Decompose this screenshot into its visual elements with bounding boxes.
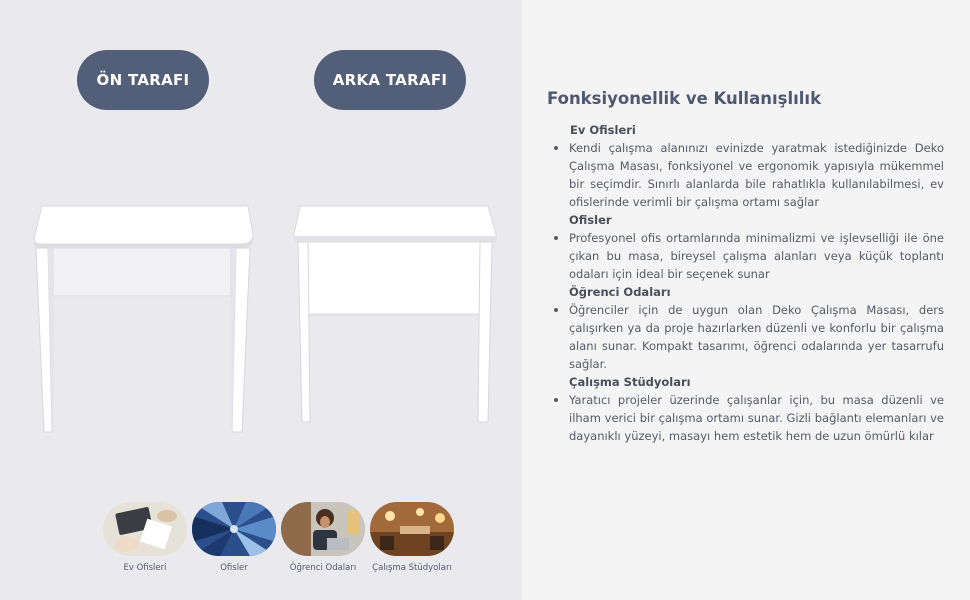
item-heading: Çalışma Stüdyoları (569, 375, 691, 389)
front-view-button[interactable]: ÖN TARAFI (77, 50, 209, 110)
thumb-caption: Çalışma Stüdyoları (372, 563, 452, 573)
section-title: Fonksiyonellik ve Kullanışlılık (547, 89, 822, 108)
home-office-photo[interactable] (103, 502, 187, 556)
thumb-caption: Ofisler (220, 563, 248, 573)
desk-front-image (30, 200, 255, 440)
back-view-button[interactable]: ARKA TARAFI (314, 50, 466, 110)
student-room-photo[interactable] (281, 502, 365, 556)
item-text: Kendi çalışma alanınızı evinizde yaratmak istediğinizde Deko Çalışma Masası, fonksiyonel ve ergonomik yapısıyla mükemmel bir seçimdir. Sınırlı alanlarda bile rahatlıkla kullanılabilmesi, ev ofislerinde verimli bir çalışma ortamı sağlar (544, 139, 944, 211)
office-buildings-photo[interactable] (192, 502, 276, 556)
item-text: Profesyonel ofis ortamlarında minimalizmi ve işlevselliği ile öne çıkan bu masa, bireysel çalışma alanları veya küçük toplantı odaları için ideal bir seçenek sunar (544, 229, 944, 283)
item-heading: Ev Ofisleri (570, 123, 636, 137)
thumb-caption: Ev Ofisleri (123, 563, 167, 573)
item-heading: Ofisler (569, 213, 612, 227)
thumb-caption: Öğrenci Odaları (289, 563, 357, 573)
desk-back-image (290, 200, 500, 430)
item-text: Öğrenciler için de uygun olan Deko Çalışma Masası, ders çalışırken ya da proje hazırlarken düzenli ve konforlu bir çalışma alanı sunar. Kompakt tasarımı, öğrenci odalarında yer tasarrufu sağlar. (544, 301, 944, 373)
item-text: Yaratıcı projeler üzerinde çalışanlar için, bu masa düzenli ve ilham verici bir çalışma ortamı sunar. Gizli bağlantı elemanları ve dayanıklı yüzeyi, masayı hem estetik hem de uzun ömürlü kılar (544, 391, 944, 445)
usage-thumbnails (100, 502, 480, 582)
studio-photo[interactable] (370, 502, 454, 556)
description-panel (522, 0, 970, 600)
item-heading: Öğrenci Odaları (569, 285, 671, 299)
usage-list (544, 121, 944, 445)
